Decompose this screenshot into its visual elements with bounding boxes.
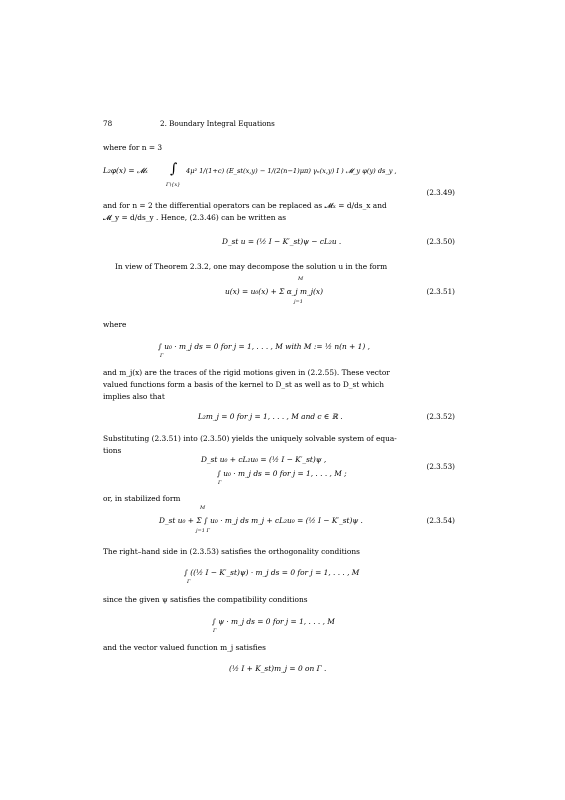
eq-L2-body: 4μ² 1/(1+c) (E_st(x,y) − 1/(2(n−1)μπ) γₙ(x,y) I ) 𝓜_y φ(y) ds_y ,	[186, 167, 397, 175]
text-subst-2: tions	[103, 446, 122, 455]
text-and-for-1: and for n = 2 the differential operators can be replaced as 𝓜ₓ = d/ds_x and	[103, 201, 387, 210]
eq-2351-sup: M	[298, 276, 304, 282]
text-or: or, in stabilized form	[103, 494, 181, 503]
eq-last: (½ I + K_st)m_j = 0 on Γ .	[229, 664, 327, 673]
eq-where-sub: Γ	[160, 353, 164, 359]
text-subst-1: Substituting (2.3.51) into (2.3.50) yields the uniquely solvable system of equa-	[103, 434, 397, 443]
eq-2354: D_st u₀ + Σ ∫ u₀ · m_j ds m_j + cL₂u₀ = (½ I − K′_st)ψ .	[159, 516, 363, 525]
eq-2354-sub: j=1 Γ	[196, 528, 210, 534]
eq-2354-sup: M	[200, 505, 206, 511]
page-number: 78	[103, 119, 113, 128]
eq-where: ∫ u₀ · m_j ds = 0 for j = 1, . . . , M with M := ½ n(n + 1) ,	[158, 342, 370, 351]
eq-L2-sub: Γ\{x}	[166, 182, 181, 188]
integral-sign: ∫	[170, 161, 178, 177]
text-where-for: where for n = 3	[103, 143, 163, 152]
text-since: since the given ψ satisfies the compatibility conditions	[103, 595, 308, 604]
eq-number-2349: (2.3.49)	[426, 188, 455, 197]
eq-number-2353: (2.3.53)	[426, 462, 455, 471]
eq-compat: ∫ ψ · m_j ds = 0 for j = 1, . . . , M	[212, 617, 335, 626]
eq-compat-sub: Γ	[213, 628, 217, 634]
text-and-mj-2: valued functions form a basis of the kernel to D_st as well as to D_st which	[103, 380, 384, 389]
text-vector: and the vector valued function m_j satisfies	[103, 643, 266, 652]
text-rhs: The right–hand side in (2.3.53) satisfies the orthogonality conditions	[103, 547, 360, 556]
text-and-for-2: 𝓜_y = d/ds_y . Hence, (2.3.46) can be written as	[103, 213, 287, 222]
eq-number-2350: (2.3.50)	[426, 237, 455, 246]
eq-2351: u(x) = u₀(x) + Σ α_j m_j(x)	[225, 287, 323, 296]
running-title: 2. Boundary Integral Equations	[160, 119, 275, 128]
eq-2353b: ∫ u₀ · m_j ds = 0 for j = 1, . . . , M ;	[217, 469, 347, 478]
text-where: where	[103, 320, 127, 329]
eq-2351-sub: j=1	[294, 299, 303, 305]
text-and-mj-3: implies also that	[103, 392, 165, 401]
eq-orth-sub: Γ	[187, 579, 191, 585]
eq-L2-lhs: L₂φ(x) = 𝓜ₓ	[103, 166, 148, 175]
eq-number-2352: (2.3.52)	[426, 412, 455, 421]
eq-number-2351: (2.3.51)	[426, 287, 455, 296]
text-and-mj-1: and m_j(x) are the traces of the rigid motions given in (2.2.55). These vector	[103, 368, 390, 377]
eq-2353a: D_st u₀ + cL₂u₀ = (½ I − K′_st)ψ ,	[201, 455, 327, 464]
eq-2350: D_st u = (½ I − K′_st)ψ − cL₂u .	[222, 237, 342, 246]
eq-2353-sub: Γ	[218, 480, 222, 486]
eq-number-2354: (2.3.54)	[426, 516, 455, 525]
eq-orth: ∫ ((½ I − K′_st)ψ) · m_j ds = 0 for j = 1, . . . , M	[184, 568, 360, 577]
text-in-view: In view of Theorem 2.3.2, one may decompose the solution u in the form	[115, 262, 388, 271]
eq-2352: L₂m_j = 0 for j = 1, . . . , M and c ∈ ℝ .	[198, 412, 343, 421]
